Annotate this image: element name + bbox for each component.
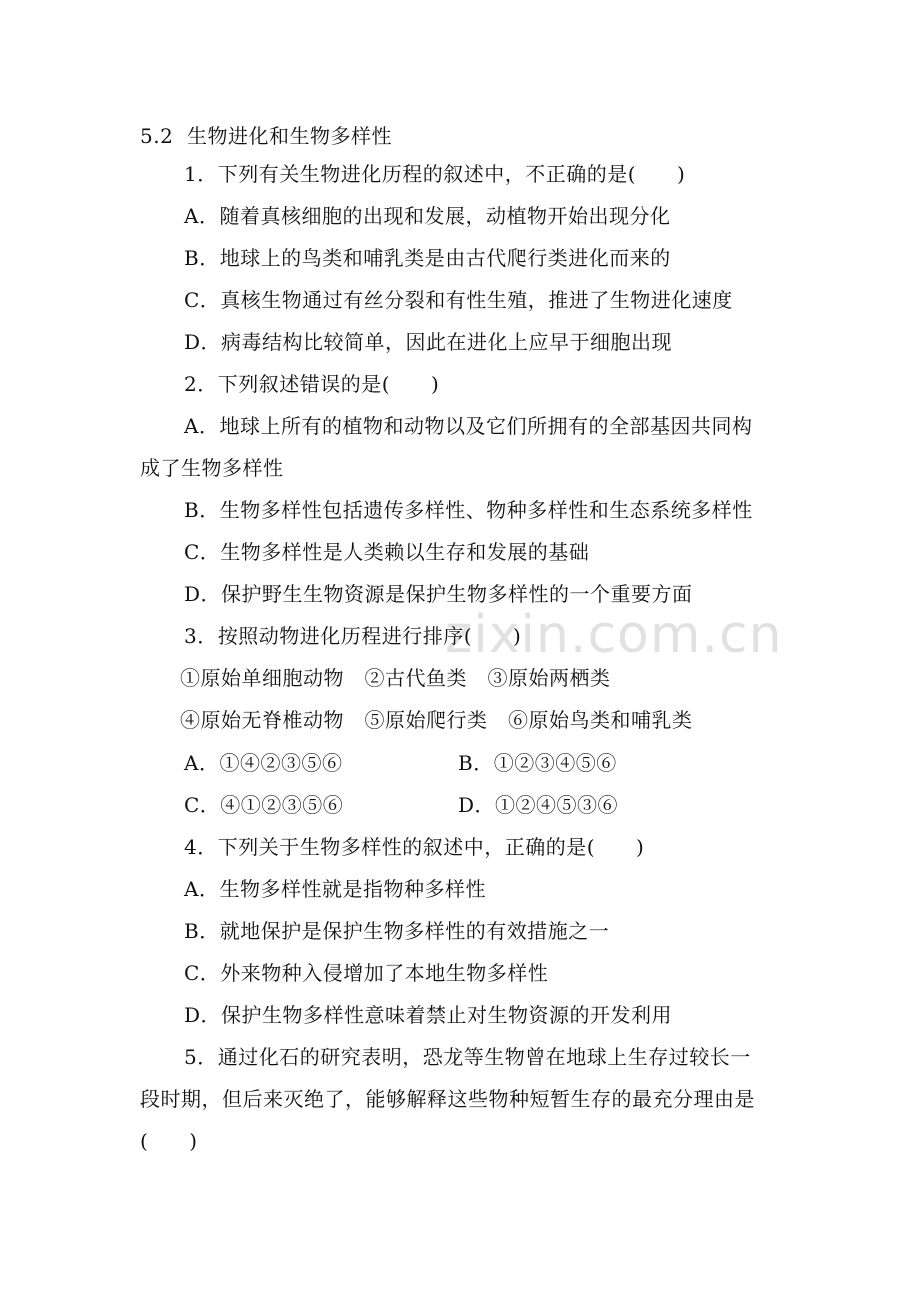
- q2-option-a-line1: A．地球上所有的植物和动物以及它们所拥有的全部基因共同构: [184, 414, 753, 438]
- q4-stem: 4．下列关于生物多样性的叙述中，正确的是( ): [184, 835, 645, 859]
- q5-stem-line1: 5．通过化石的研究表明，恐龙等生物曾在地球上生存过较长一: [184, 1045, 751, 1069]
- q1-option-c: C．真核生物通过有丝分裂和有性生殖，推进了生物进化速度: [184, 288, 733, 312]
- q3-items-line2: ④原始无脊椎动物 ⑤原始爬行类 ⑥原始鸟类和哺乳类: [180, 708, 693, 732]
- q3-option-a: A．①④②③⑤⑥: [184, 751, 343, 775]
- q1-option-b: B．地球上的鸟类和哺乳类是由古代爬行类进化而来的: [184, 246, 671, 270]
- q1-stem: 1．下列有关生物进化历程的叙述中，不正确的是( ): [184, 162, 686, 186]
- q4-option-b: B．就地保护是保护生物多样性的有效措施之一: [184, 919, 610, 943]
- q4-option-c: C．外来物种入侵增加了本地生物多样性: [184, 961, 549, 985]
- q1-option-a: A．随着真核细胞的出现和发展，动植物开始出现分化: [184, 204, 671, 228]
- q2-stem: 2．下列叙述错误的是( ): [184, 372, 440, 396]
- q2-option-c: C．生物多样性是人类赖以生存和发展的基础: [184, 540, 590, 564]
- q5-stem-line2: 段时期，但后来灭绝了，能够解释这些物种短暂生存的最充分理由是: [140, 1087, 755, 1111]
- section-title: 5.2 生物进化和生物多样性: [140, 124, 393, 148]
- q2-option-a-line2: 成了生物多样性: [140, 456, 284, 480]
- q2-option-d: D．保护野生生物资源是保护生物多样性的一个重要方面: [184, 582, 693, 606]
- q4-option-a: A．生物多样性就是指物种多样性: [184, 877, 486, 901]
- q4-option-d: D．保护生物多样性意味着禁止对生物资源的开发利用: [184, 1003, 673, 1027]
- q3-option-b: B．①②③④⑤⑥: [458, 751, 617, 775]
- watermark: zixin.com.cn: [445, 605, 783, 665]
- q1-option-d: D．病毒结构比较简单，因此在进化上应早于细胞出现: [184, 330, 673, 354]
- q2-option-b: B．生物多样性包括遗传多样性、物种多样性和生态系统多样性: [184, 498, 753, 522]
- q3-items-line1: ①原始单细胞动物 ②古代鱼类 ③原始两栖类: [180, 666, 611, 690]
- q5-stem-line3: ( ): [140, 1129, 198, 1153]
- q3-stem: 3．按照动物进化历程进行排序( ): [184, 624, 522, 648]
- q3-option-c: C．④①②③⑤⑥: [184, 793, 344, 817]
- q3-option-d: D．①②④⑤③⑥: [458, 793, 619, 817]
